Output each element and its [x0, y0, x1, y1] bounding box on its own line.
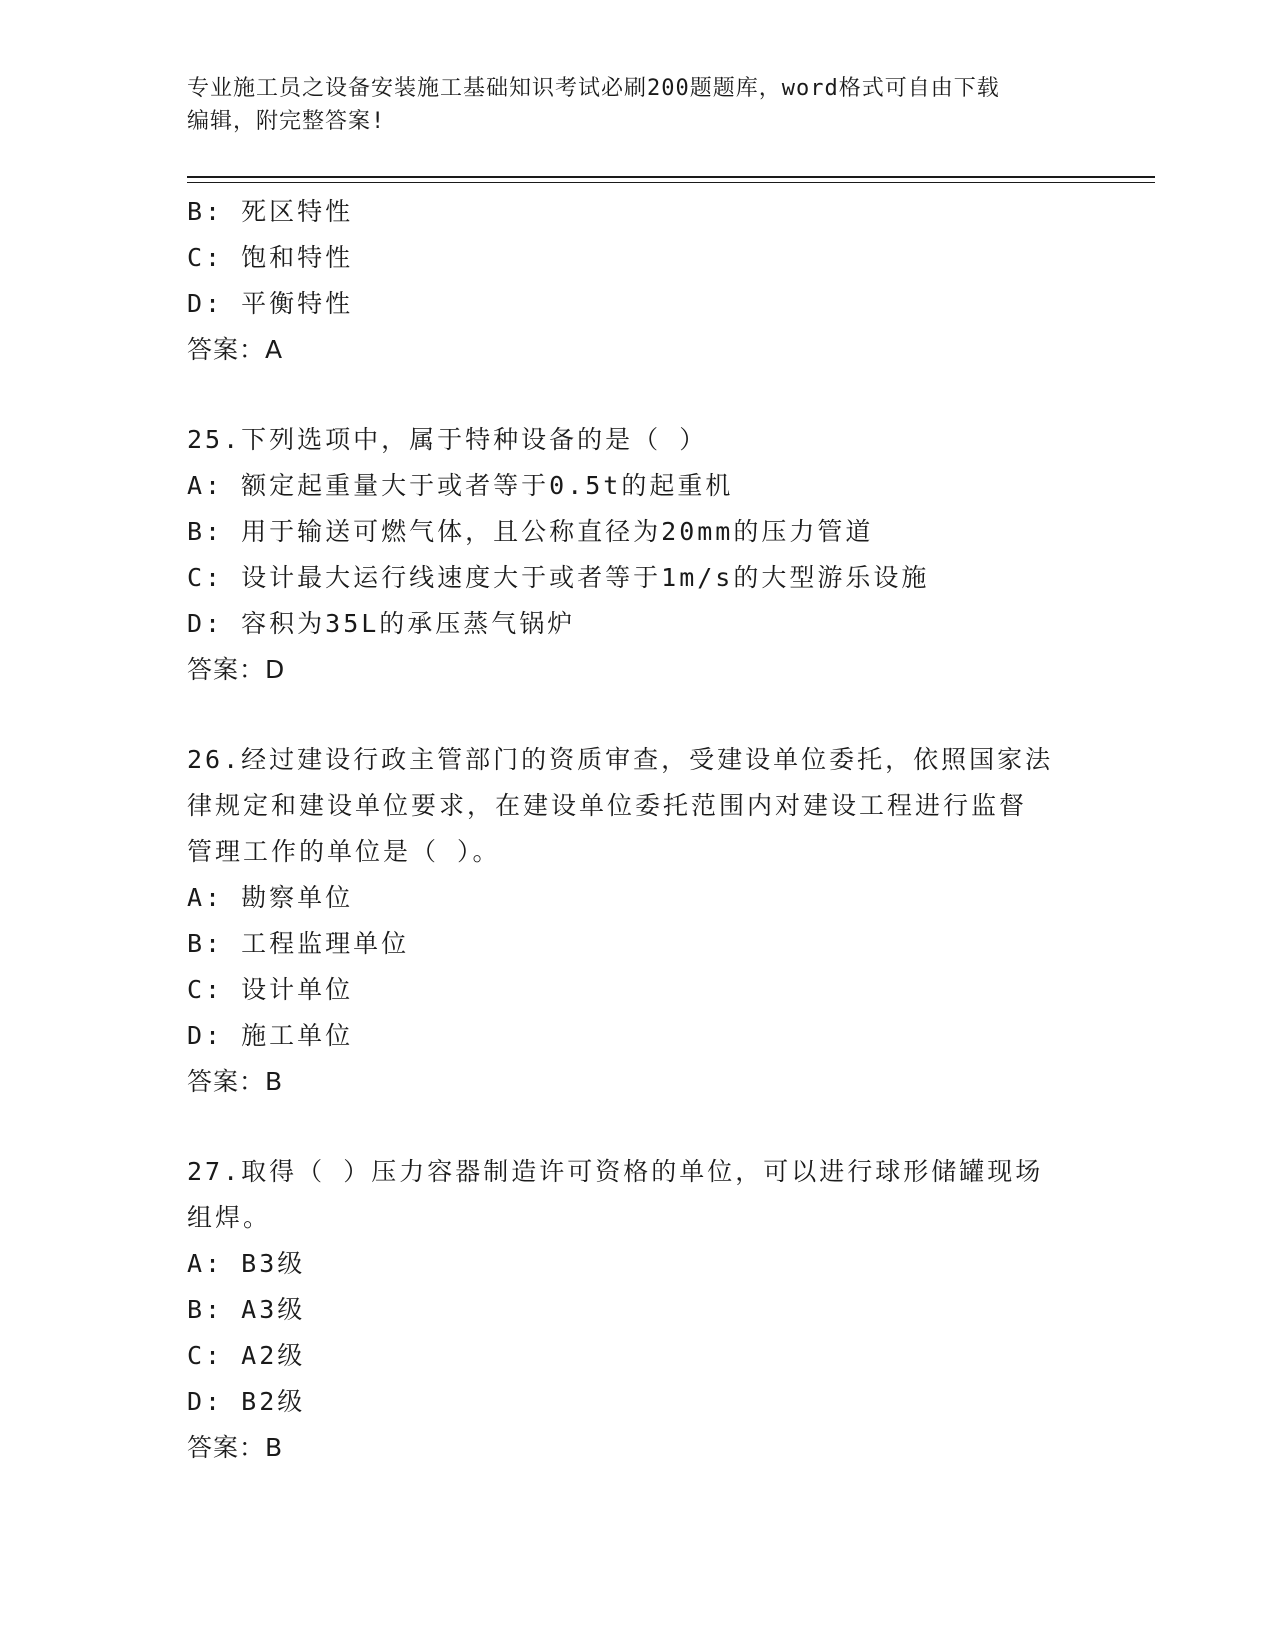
answer-line: 答案：B: [187, 1433, 284, 1462]
question-stem-line-3: 管理工作的单位是（ ）。: [187, 837, 501, 866]
option-b: B: 工程监理单位: [187, 929, 410, 958]
question-spacer: [187, 1105, 1087, 1149]
option-a: A: 勘察单位: [187, 883, 354, 912]
question-stem-line-1: 27.取得（ ）压力容器制造许可资格的单位，可以进行球形储罐现场: [187, 1157, 1044, 1186]
question-spacer: [187, 693, 1087, 737]
question-stem-line-1: 26.经过建设行政主管部门的资质审查，受建设单位委托，依照国家法: [187, 745, 1054, 774]
header-divider-thin: [187, 182, 1155, 183]
answer-line: 答案：D: [187, 655, 286, 684]
header-title-line-1: 专业施工员之设备安装施工基础知识考试必刷200题题库，word格式可自由下载: [187, 76, 1000, 101]
option-d: D: 容积为35L的承压蒸气锅炉: [187, 609, 576, 638]
question-25: [187, 417, 1087, 693]
option-b: B: 死区特性: [187, 197, 354, 226]
option-d: D: 施工单位: [187, 1021, 354, 1050]
question-26: [187, 737, 1087, 1105]
option-a: A: B3级: [187, 1249, 306, 1278]
header-divider-thick: [187, 176, 1155, 178]
question-stem: 25.下列选项中，属于特种设备的是（ ）: [187, 425, 708, 454]
option-c: C: 设计单位: [187, 975, 354, 1004]
option-c: C: 设计最大运行线速度大于或者等于1m/s的大型游乐设施: [187, 563, 930, 592]
question-spacer: [187, 373, 1087, 417]
answer-line: 答案：A: [187, 335, 284, 364]
question-stem-line-2: 律规定和建设单位要求，在建设单位委托范围内对建设工程进行监督: [187, 791, 1028, 820]
option-a: A: 额定起重量大于或者等于0.5t的起重机: [187, 471, 734, 500]
option-d: D: B2级: [187, 1387, 306, 1416]
question-stem-line-2: 组焊。: [187, 1203, 272, 1232]
option-c: C: 饱和特性: [187, 243, 354, 272]
answer-line: 答案：B: [187, 1067, 284, 1096]
document-header: [187, 72, 1067, 138]
option-b: B: 用于输送可燃气体，且公称直径为20mm的压力管道: [187, 517, 874, 546]
header-title-line-2: 编辑，附完整答案!: [187, 109, 386, 134]
option-d: D: 平衡特性: [187, 289, 354, 318]
question-27: [187, 1149, 1087, 1471]
question-list: [187, 189, 1087, 1471]
option-c: C: A2级: [187, 1341, 306, 1370]
question-24-partial: [187, 189, 1087, 373]
option-b: B: A3级: [187, 1295, 306, 1324]
